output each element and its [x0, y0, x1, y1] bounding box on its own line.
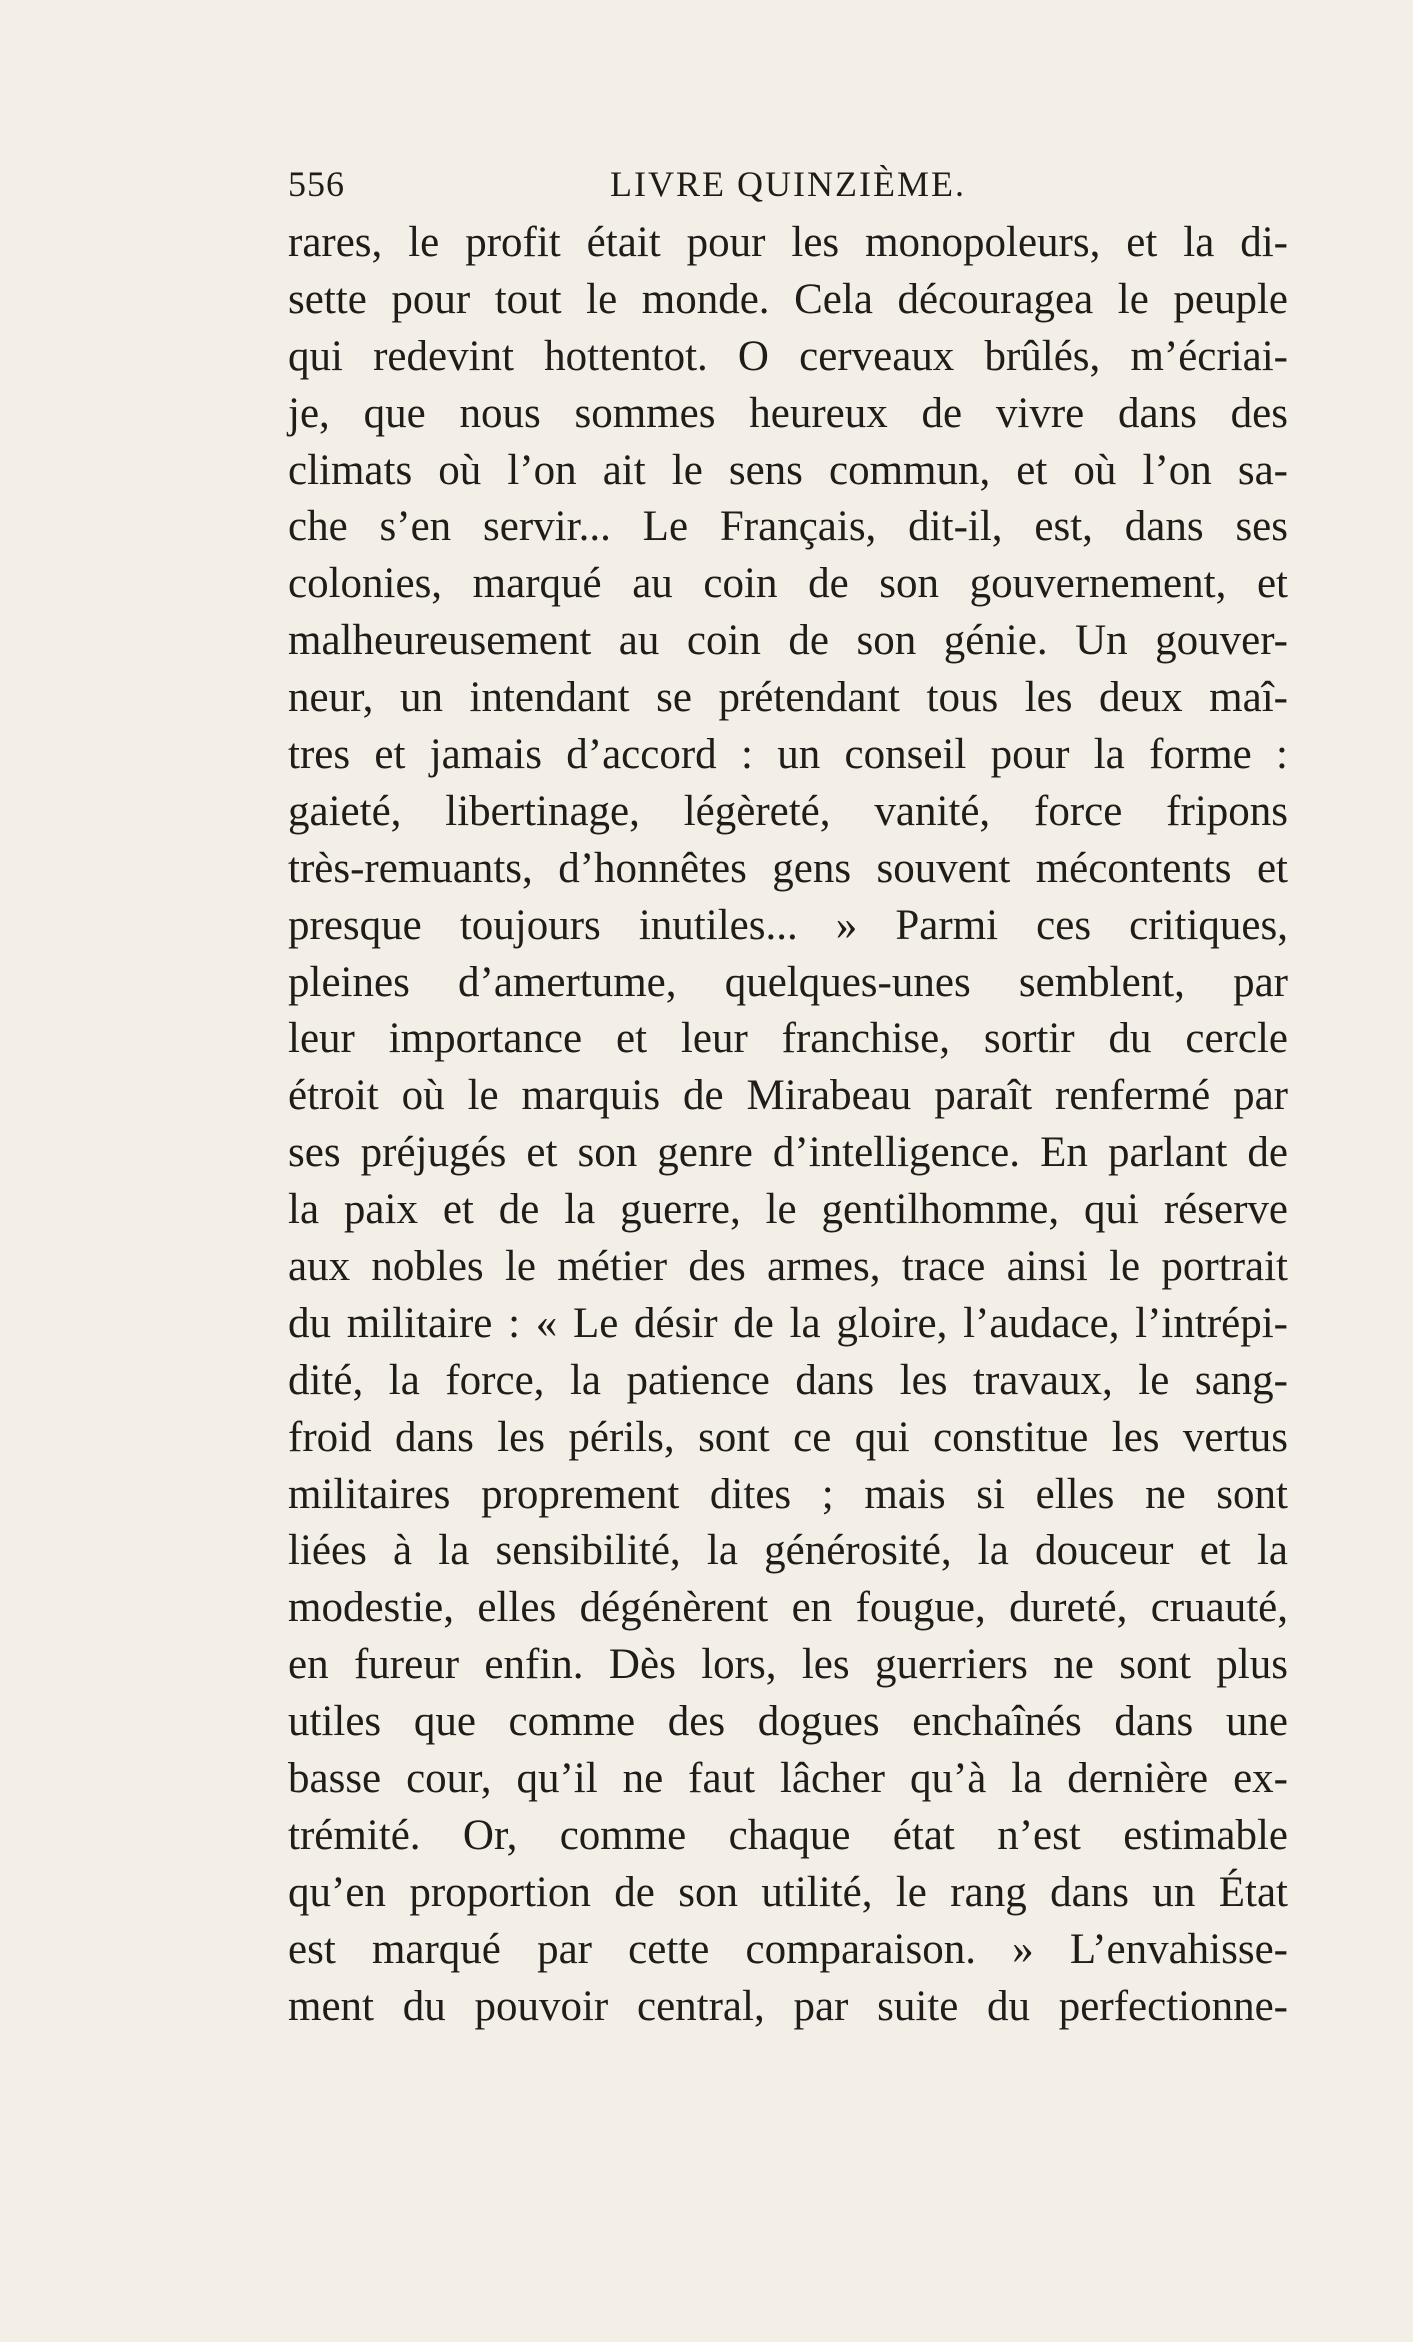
text-line: leur importance et leur franchise, sortir du cercle	[288, 1015, 1288, 1063]
text-line: malheureusement au coin de son génie. Un gouver-	[288, 617, 1288, 665]
text-line: ment du pouvoir central, par suite du perfectionne-	[288, 1982, 1288, 2030]
text-line: ses préjugés et son genre d’intelligence. En parlant de	[288, 1129, 1288, 1177]
text-line: la paix et de la guerre, le gentilhomme, qui réserve	[288, 1186, 1288, 1234]
text-line: froid dans les périls, sont ce qui constitue les vertus	[288, 1413, 1288, 1461]
text-line: étroit où le marquis de Mirabeau paraît renfermé par	[288, 1072, 1288, 1120]
text-line: qu’en proportion de son utilité, le rang dans un État	[288, 1868, 1288, 1916]
text-line: basse cour, qu’il ne faut lâcher qu’à la dernière ex-	[288, 1755, 1288, 1803]
body-text	[288, 215, 1288, 2036]
text-line: très-remuants, d’honnêtes gens souvent mécontents et	[288, 844, 1288, 892]
text-line: en fureur enfin. Dès lors, les guerriers ne sont plus	[288, 1641, 1288, 1689]
text-line: est marqué par cette comparaison. » L’envahisse-	[288, 1925, 1288, 1973]
text-line: je, que nous sommes heureux de vivre dans des	[288, 389, 1288, 437]
running-head	[288, 158, 1288, 210]
text-line: colonies, marqué au coin de son gouvernement, et	[288, 560, 1288, 608]
text-line: che s’en servir... Le Français, dit-il, est, dans ses	[288, 503, 1288, 551]
text-line: militaires proprement dites ; mais si elles ne sont	[288, 1470, 1288, 1518]
text-line: rares, le profit était pour les monopoleurs, et la di-	[288, 219, 1288, 266]
text-line: liées à la sensibilité, la générosité, la douceur et la	[288, 1527, 1288, 1575]
text-line: aux nobles le métier des armes, trace ainsi le portrait	[288, 1243, 1288, 1291]
text-line: presque toujours inutiles... » Parmi ces critiques,	[288, 901, 1288, 949]
text-line: climats où l’on ait le sens commun, et où l’on sa-	[288, 446, 1288, 494]
page-number: 556	[288, 164, 345, 204]
text-line: tres et jamais d’accord : un conseil pour la forme :	[288, 731, 1288, 779]
text-line: modestie, elles dégénèrent en fougue, dureté, cruauté,	[288, 1584, 1288, 1632]
text-line: pleines d’amertume, quelques-unes semblent, par	[288, 958, 1288, 1006]
text-line: qui redevint hottentot. O cerveaux brûlés, m’écriai-	[288, 332, 1288, 380]
text-line: dité, la force, la patience dans les travaux, le sang-	[288, 1356, 1288, 1404]
text-line: neur, un intendant se prétendant tous les deux maî-	[288, 674, 1288, 722]
text-line: trémité. Or, comme chaque état n’est estimable	[288, 1811, 1288, 1859]
text-line: sette pour tout le monde. Cela découragea le peuple	[288, 275, 1288, 323]
text-line: du militaire : « Le désir de la gloire, l’audace, l’intrépi-	[288, 1299, 1288, 1347]
running-title: LIVRE QUINZIÈME.	[610, 164, 966, 204]
text-line: utiles que comme des dogues enchaînés dans une	[288, 1698, 1288, 1746]
text-line: gaieté, libertinage, légèreté, vanité, force fripons	[288, 787, 1288, 835]
